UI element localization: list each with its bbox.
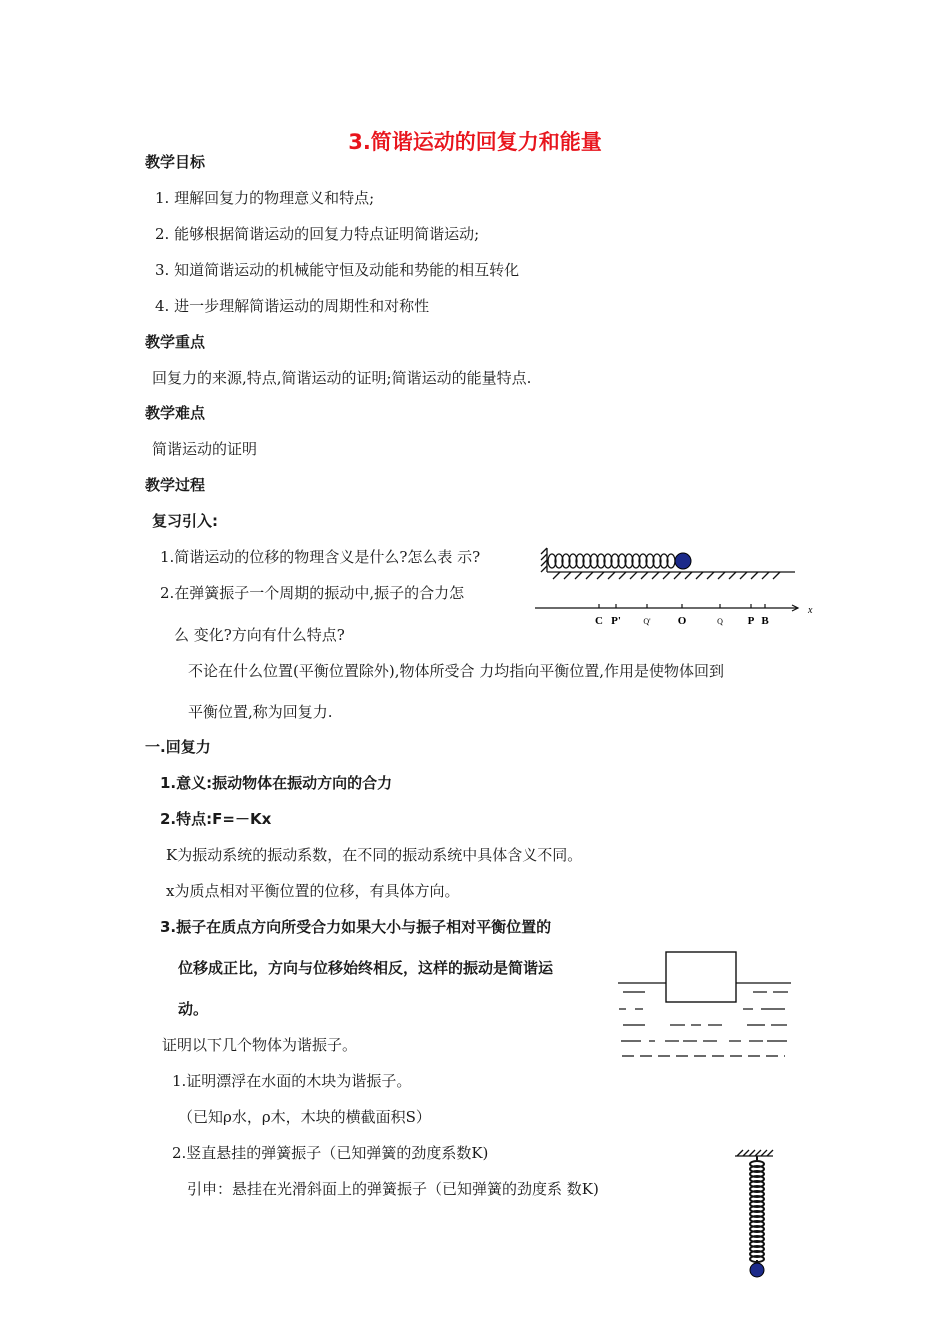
x-description: x为质点相对平衡位置的位移，有具体方向。	[166, 882, 460, 900]
objective-item: 3. 知道简谐运动的机械能守恒及动能和势能的相互转化	[155, 261, 520, 279]
prove-item-2-extension: 引申：悬挂在光滑斜面上的弹簧振子（已知弹簧的劲度系 数K)	[187, 1180, 599, 1198]
process-heading: 教学过程	[145, 476, 206, 494]
key-points-heading: 教学重点	[145, 333, 206, 351]
point-label: C	[595, 615, 603, 627]
prove-item-2: 2.竖直悬挂的弹簧振子（已知弹簧的劲度系数K)	[172, 1144, 489, 1162]
review-answer: 不论在什么位置(平衡位置除外),物体所受合 力均指向平衡位置,作用是使物体回到	[188, 662, 725, 680]
point-label: Q	[717, 617, 723, 626]
prove-item-1-given: （已知ρ水，ρ木，木块的横截面积S）	[178, 1108, 431, 1126]
hanging-spring-figure	[725, 1148, 785, 1283]
point-label: P'	[611, 615, 621, 627]
prove-item-1: 1.证明漂浮在水面的木块为谐振子。	[172, 1072, 412, 1090]
review-question-2-cont: 么 变化?方向有什么特点?	[174, 626, 345, 644]
restoring-force-feature: 2.特点:F=－Kx	[160, 810, 272, 828]
ball-icon	[750, 1263, 764, 1277]
ground-icon	[547, 572, 795, 579]
point-label: B	[761, 615, 769, 627]
spring-oscillator-figure	[530, 540, 820, 635]
review-heading: 复习引入:	[152, 512, 218, 530]
definition-line: 位移成正比，方向与位移始终相反，这样的振动是简谐运	[178, 959, 554, 977]
wall-icon	[541, 548, 547, 572]
x-axis	[535, 605, 798, 611]
axis-label: x	[808, 605, 813, 616]
spring-icon	[548, 554, 675, 568]
restoring-force-meaning: 1.意义:振动物体在振动方向的合力	[160, 774, 393, 792]
definition-line: 动。	[178, 1000, 209, 1018]
definition-line: 3.振子在质点方向所受合力如果大小与振子相对平衡位置的	[160, 918, 552, 936]
objective-item: 1. 理解回复力的物理意义和特点;	[155, 189, 375, 207]
section-heading: 一.回复力	[145, 738, 211, 756]
point-label: P	[747, 615, 755, 627]
key-points-text: 回复力的来源,特点,简谐运动的证明;简谐运动的能量特点.	[152, 369, 532, 387]
objective-item: 2. 能够根据简谐运动的回复力特点证明简谐运动;	[155, 225, 480, 243]
objectives-heading: 教学目标	[145, 153, 206, 171]
k-description: K为振动系统的振动系数，在不同的振动系统中具体含义不同。	[166, 846, 583, 864]
review-answer-cont: 平衡位置,称为回复力.	[188, 703, 333, 721]
review-question-2: 2.在弹簧振子一个周期的振动中,振子的合力怎	[160, 584, 465, 602]
ball-icon	[675, 553, 691, 569]
prove-intro: 证明以下几个物体为谐振子。	[162, 1036, 358, 1054]
floating-block-figure	[615, 948, 795, 1063]
difficulties-text: 简谐运动的证明	[152, 440, 258, 458]
page-title: 3.简谐运动的回复力和能量	[348, 130, 602, 154]
objective-item: 4. 进一步理解简谐运动的周期性和对称性	[155, 297, 430, 315]
point-label: Q'	[643, 617, 651, 626]
review-question-1: 1.简谐运动的位移的物理含义是什么?怎么表 示?	[160, 548, 481, 566]
spring-icon	[750, 1156, 764, 1263]
wood-block-icon	[666, 952, 736, 1002]
difficulties-heading: 教学难点	[145, 404, 206, 422]
ceiling-icon	[735, 1150, 773, 1156]
point-label: O	[677, 615, 687, 627]
